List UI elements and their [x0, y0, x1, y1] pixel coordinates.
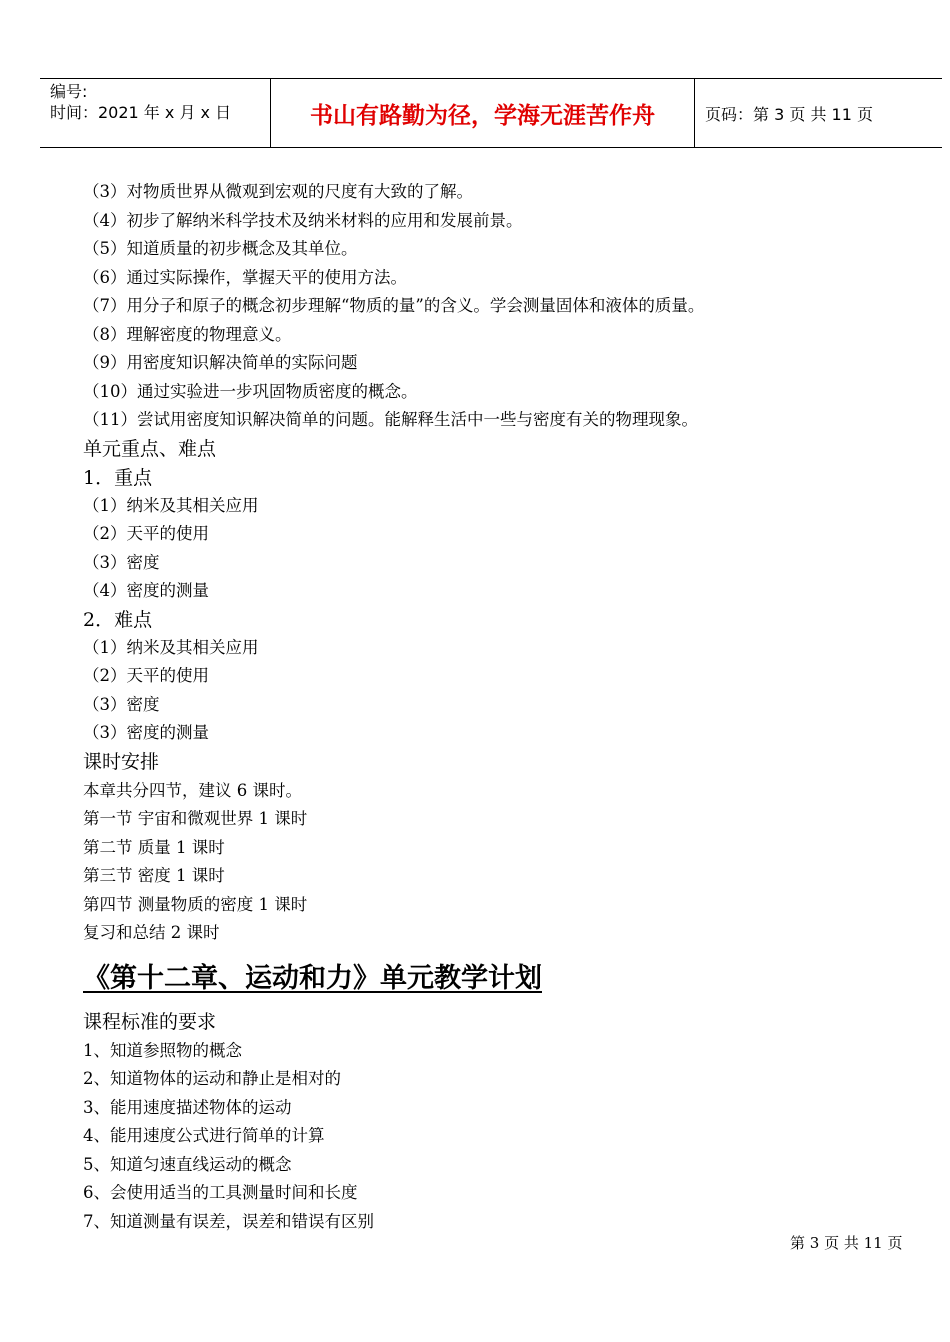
document-time-label: 时间：2021 年 x 月 x 日: [50, 103, 232, 122]
subheading-key: 1．重点: [83, 466, 153, 489]
list-item: （4）初步了解纳米科学技术及纳米材料的应用和发展前景。: [83, 210, 523, 230]
list-item: 2、知道物体的运动和静止是相对的: [83, 1069, 341, 1088]
list-item: 第二节 质量 1 课时: [83, 837, 225, 857]
list-item: （1）纳米及其相关应用: [83, 637, 259, 657]
list-item: 本章共分四节，建议 6 课时。: [83, 780, 302, 800]
list-item: （3）对物质世界从微观到宏观的尺度有大致的了解。: [83, 182, 473, 201]
list-item: 7、知道测量有误差，误差和错误有区别: [83, 1211, 374, 1231]
list-item: （11）尝试用密度知识解决简单的问题。能解释生活中一些与密度有关的物理现象。: [83, 410, 698, 429]
list-item: 5、知道匀速直线运动的概念: [83, 1154, 292, 1174]
list-item: 6、会使用适当的工具测量时间和长度: [83, 1183, 358, 1202]
list-item: （5）知道质量的初步概念及其单位。: [83, 239, 358, 258]
list-item: （4）密度的测量: [83, 581, 209, 600]
list-item: （3）密度: [83, 552, 160, 572]
list-item: （6）通过实际操作，掌握天平的使用方法。: [83, 267, 407, 287]
document-number-label: 编号:: [50, 82, 88, 101]
list-item: （10）通过实验进一步巩固物质密度的概念。: [83, 381, 418, 401]
list-item: （7）用分子和原子的概念初步理解“物质的量”的含义。学会测量固体和液体的质量。: [83, 296, 705, 315]
document-body: [83, 178, 923, 1236]
list-item: （9）用密度知识解决简单的实际问题: [83, 353, 358, 372]
list-item: （3）密度: [83, 694, 160, 714]
list-item: 复习和总结 2 课时: [83, 923, 220, 942]
page-header: [40, 78, 942, 148]
objectives-list: [83, 178, 923, 435]
page-footer: 第 3 页 共 11 页: [790, 1234, 903, 1252]
list-item: 1、知道参照物的概念: [83, 1040, 242, 1060]
list-item: 4、能用速度公式进行简单的计算: [83, 1126, 325, 1145]
section-heading-standards: 课程标准的要求: [83, 1010, 217, 1033]
list-item: 第一节 宇宙和微观世界 1 课时: [83, 809, 308, 828]
list-item: （2）天平的使用: [83, 666, 209, 685]
subheading-difficult: 2．难点: [83, 608, 153, 631]
header-meta: [40, 79, 270, 147]
header-page-info: 页码：第 3 页 共 11 页: [705, 104, 873, 124]
section-heading-schedule: 课时安排: [83, 750, 160, 773]
list-item: （2）天平的使用: [83, 524, 209, 543]
list-item: 3、能用速度描述物体的运动: [83, 1097, 292, 1117]
section-heading-key-points: 单元重点、难点: [83, 437, 217, 460]
list-item: （8）理解密度的物理意义。: [83, 324, 292, 344]
list-item: （3）密度的测量: [83, 723, 209, 742]
list-item: 第四节 测量物质的密度 1 课时: [83, 894, 308, 914]
chapter-title: 《第十二章、运动和力》单元教学计划: [83, 962, 542, 994]
list-item: （1）纳米及其相关应用: [83, 495, 259, 515]
list-item: 第三节 密度 1 课时: [83, 866, 225, 885]
header-motto: 书山有路勤为径，学海无涯苦作舟: [270, 79, 695, 147]
